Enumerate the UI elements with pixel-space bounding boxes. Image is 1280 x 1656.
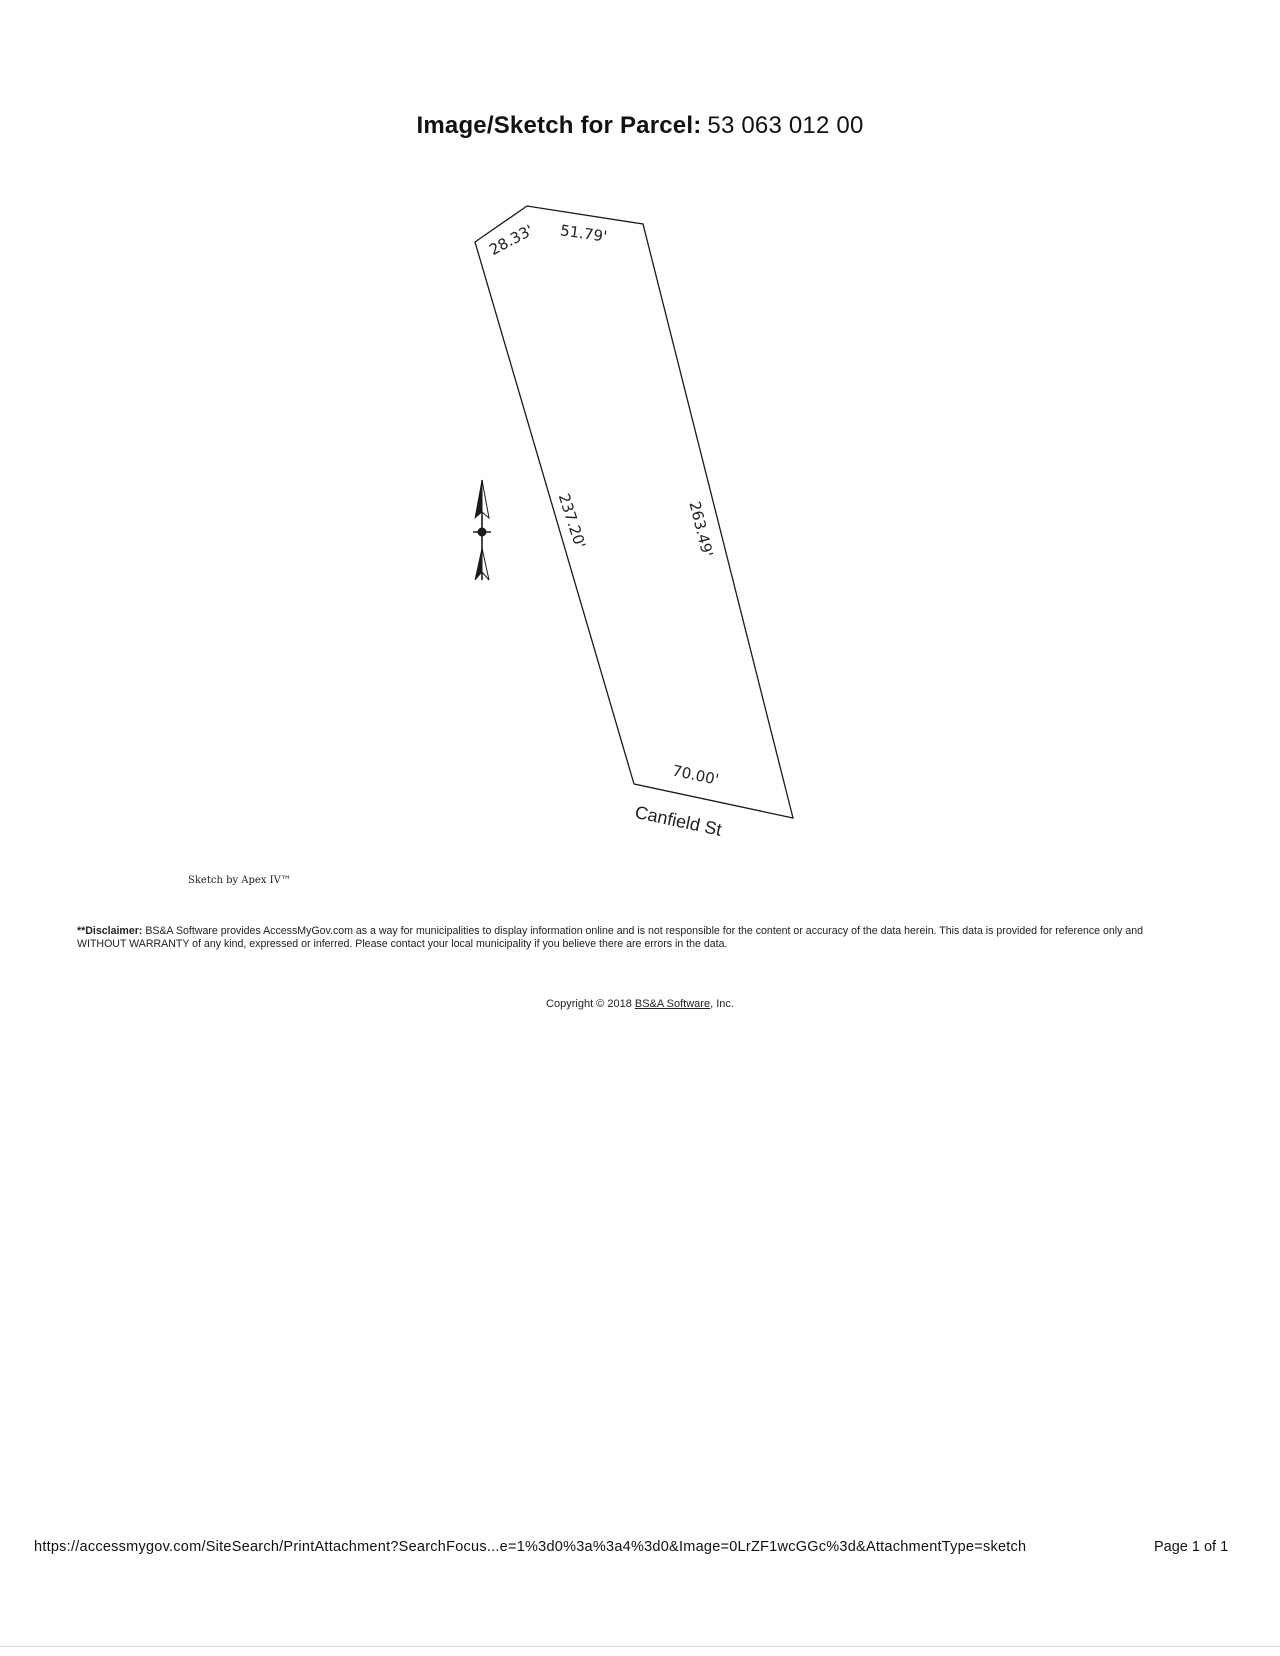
title-label: Image/Sketch for Parcel:	[416, 112, 702, 139]
parcel-number: 53 063 012 00	[707, 112, 864, 139]
disclaimer	[77, 925, 1187, 951]
parcel-boundary	[475, 206, 793, 818]
street-label: Canfield St	[633, 801, 724, 840]
dimension-west: 237.20'	[554, 491, 590, 551]
dimension-south: 70.00'	[670, 761, 721, 789]
company-link[interactable]: BS&A Software	[634, 998, 711, 1010]
page-number: Page 1 of 1	[1154, 1539, 1229, 1555]
footer-url: https://accessmygov.com/SiteSearch/PrintAttachment?SearchFocus...e=1%3d0%3a%3a4%3d0&Image=0LrZF1wcGGc%3d&AttachmentType=sketch	[34, 1539, 1027, 1555]
copyright-suffix: , Inc.	[710, 998, 734, 1010]
disclaimer-text: BS&A Software provides AccessMyGov.com as a way for municipalities to display information online and is not responsible for the content or accuracy of the data herein. This data is provided for reference only and WITHOUT WARRANTY of any kind, expressed or inferred. Please contact your local municipality if you believe there are errors in the data.	[77, 925, 1144, 950]
north-arrow-icon	[473, 480, 491, 580]
disclaimer-label: **Disclaimer:	[77, 925, 143, 937]
copyright	[0, 998, 1280, 1010]
dimension-north: 51.79'	[559, 221, 609, 246]
dimension-northwest: 28.33'	[486, 221, 537, 260]
sketch-credit: Sketch by Apex IV™	[188, 875, 291, 886]
dimension-east: 263.49'	[685, 499, 717, 559]
page-edge-divider	[0, 1646, 1280, 1647]
copyright-prefix: Copyright © 2018	[546, 998, 632, 1010]
